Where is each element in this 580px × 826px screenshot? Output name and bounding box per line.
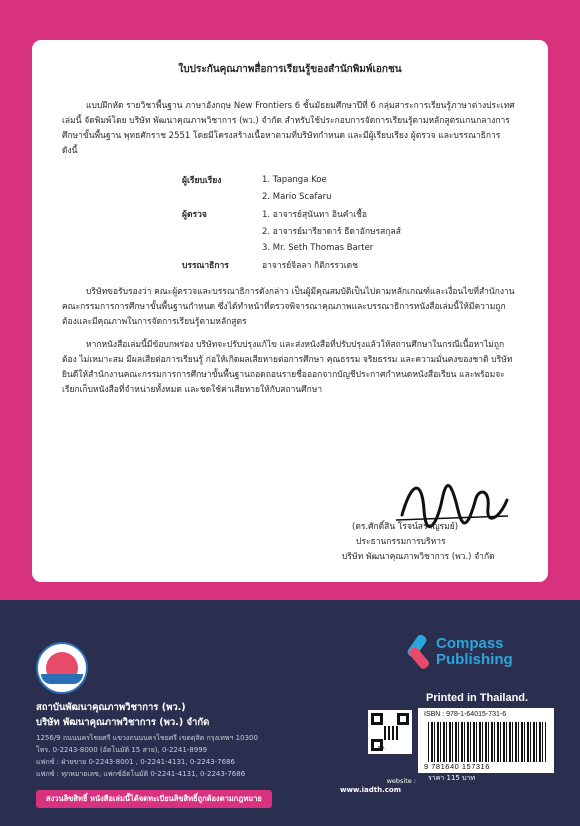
credit-name: 1. Tapanga Koe xyxy=(262,174,327,185)
credit-role: ผู้ตรวจ xyxy=(182,209,207,220)
footer-panel xyxy=(0,600,580,826)
fax-line: แฟกซ์ : ฝ่ายขาย 0-2243-8001 , 0-2241-4131, 0-2243-7686 xyxy=(36,758,235,766)
website-link[interactable]: www.iadth.com xyxy=(340,786,401,794)
signer-block xyxy=(342,520,495,565)
address-line: 1256/9 ถนนนครไชยศรี แขวงถนนนครไชยศรี เขตดุสิต กรุงเทพฯ 10300 xyxy=(36,734,258,742)
credit-name: 2. อาจารย์มารียาดาร์ ธีดาอักษรสกุลส์ xyxy=(262,226,401,237)
publisher-info xyxy=(36,700,258,780)
printed-in-label: Printed in Thailand. xyxy=(426,692,529,704)
price-label: ราคา 115 บาท xyxy=(418,773,554,784)
credit-name: อาจารย์จิลลา กิติกรรวเดช xyxy=(262,260,358,271)
card-title: ใบประกันคุณภาพสื่อการเรียนรู้ของสำนักพิมพ์เอกชน xyxy=(178,64,402,75)
copyright-banner: สงวนลิขสิทธิ์ หนังสือเล่มนี้ได้จดทะเบียนลิขสิทธิ์ถูกต้องตามกฎหมาย xyxy=(36,790,272,808)
signer-title: ประธานกรรมการบริหาร xyxy=(356,537,446,547)
compass-publishing-logo xyxy=(402,630,552,674)
phone-line: โทร. 0-2243-8000 (อัตโนมัติ 15 สาย), 0-2241-8999 xyxy=(36,746,208,754)
credit-row xyxy=(182,239,518,256)
barcode-digits: 9 781640 157316 xyxy=(424,762,490,771)
logo-text: Compass xyxy=(436,635,504,652)
qr-code-icon[interactable] xyxy=(368,710,412,754)
signer-company: บริษัท พัฒนาคุณภาพวิชาการ (พว.) จำกัด xyxy=(342,552,495,562)
institute-seal-icon xyxy=(36,642,88,694)
credit-name: 2. Mario Scafaru xyxy=(262,191,332,202)
qr-label: พว. xyxy=(378,745,386,751)
credit-row xyxy=(182,205,518,222)
compass-logo-icon xyxy=(402,634,434,670)
intro-paragraph: แบบฝึกหัด รายวิชาพื้นฐาน ภาษาอังกฤษ New Frontiers 6 ชั้นมัธยมศึกษาปีที่ 6 กลุ่มสาระการเรียนรู้ภาษาต่างประเทศ เล่มนี้ จัดพิมพ์โดย บริษัท พัฒนาคุณภาพวิชาการ (พว.) จำกัด สำหรับใช้ประกอบการจัดการเรียนรู้ตามหลักสูตรแกนกลางการศึกษาขั้นพื้นฐาน พุทธศักราช 2551 โดยมีโครงสร้างเนื้อหาตามที่บริษัทกำหนด และมีผู้เรียบเรียง ผู้ตรวจ และบรรณาธิการ ดังนี้ xyxy=(62,101,515,156)
company-name: บริษัท พัฒนาคุณภาพวิชาการ (พว.) จำกัด xyxy=(36,717,210,728)
credit-row xyxy=(182,188,518,205)
credit-name: 1. อาจารย์สุนันทา อินคำเชื้อ xyxy=(262,209,368,220)
credit-row xyxy=(182,222,518,239)
credits-list xyxy=(182,171,518,273)
credit-row xyxy=(182,171,518,188)
address-block xyxy=(36,732,258,780)
website-label: website : xyxy=(386,777,416,785)
credit-role: บรรณาธิการ xyxy=(182,260,229,271)
credit-name: 3. Mr. Seth Thomas Barter xyxy=(262,242,374,253)
signer-name: (ดร.ศักดิ์สิน โรจน์สราญรมย์) xyxy=(352,522,459,532)
fax-line: แฟกซ์ : ทุกหมายเลข, แฟกซ์อัตโนมัติ 0-2241-4131, 0-2243-7686 xyxy=(36,770,246,778)
certification-paragraph: บริษัทขอรับรองว่า คณะผู้ตรวจและบรรณาธิการดังกล่าว เป็นผู้มีคุณสมบัติเป็นไปตามหลักเกณฑ์และเงื่อนไขที่สำนักงานคณะกรรมการการศึกษาขั้นพื้นฐานกำหนด ซึ่งได้ทำหน้าที่ตรวจพิจารณาคุณภาพและบรรณาธิการหนังสือเล่มนี้ให้มีความถูกต้องและมีคุณภาพในการจัดการเรียนรู้ตามหลักสูตร xyxy=(62,287,515,327)
credit-row xyxy=(182,256,518,273)
institute-name: สถาบันพัฒนาคุณภาพวิชาการ (พว.) xyxy=(36,702,186,713)
logo-text: Publishing xyxy=(436,651,513,668)
barcode-icon xyxy=(428,722,546,762)
quality-assurance-card xyxy=(32,40,548,582)
credit-role: ผู้เรียบเรียง xyxy=(182,175,222,186)
defect-policy-paragraph: หากหนังสือเล่มนี้มีข้อบกพร่อง บริษัทจะปรับปรุงแก้ไข และส่งหนังสือที่ปรับปรุงแล้วให้สถานศึกษาในกรณีเนื้อหาไม่ถูกต้อง ไม่เหมาะสม มีผลเสียต่อการเรียนรู้ ก่อให้เกิดผลเสียหายต่อการศึกษา คุณธรรม จริยธรรม และความมั่นคงของชาติ บริษัทยินดีให้สำนักงานคณะกรรมการการศึกษาขั้นพื้นฐานถอดถอนรายชื่อออกจากบัญชีประกาศกำหนดหนังสือเรียน และพร้อมจะเรียกเก็บหนังสือที่จำหน่ายทั้งหมด และชดใช้ค่าเสียหายให้กับสถานศึกษา xyxy=(62,340,513,395)
barcode-box xyxy=(418,708,554,784)
isbn-label: ISBN : 978-1-64015-731-6 xyxy=(424,711,507,718)
